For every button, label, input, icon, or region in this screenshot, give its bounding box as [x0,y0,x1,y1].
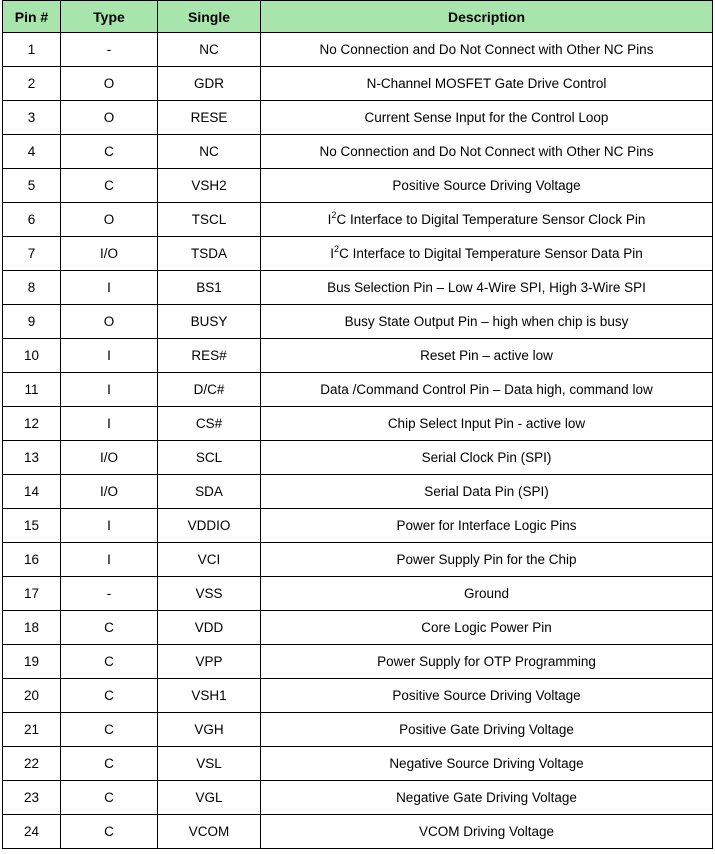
pin-type-cell: O [61,203,158,237]
pin-signal-cell: BS1 [158,271,261,305]
pin-type-cell: I/O [61,441,158,475]
pin-description-cell: Power for Interface Logic Pins [261,509,713,543]
pin-number-cell: 24 [3,815,61,849]
pin-type-cell: - [61,33,158,67]
pin-number-cell: 2 [3,67,61,101]
pin-type-cell: C [61,781,158,815]
pin-signal-cell: RES# [158,339,261,373]
table-row [3,373,713,407]
pin-signal-cell: GDR [158,67,261,101]
pin-number-cell: 16 [3,543,61,577]
table-row [3,815,713,849]
pin-type-cell: C [61,815,158,849]
pin-description-cell: N-Channel MOSFET Gate Drive Control [261,67,713,101]
pin-signal-cell: SCL [158,441,261,475]
pin-signal-cell: VGH [158,713,261,747]
table-row [3,543,713,577]
pin-signal-cell: VGL [158,781,261,815]
pin-number-cell: 13 [3,441,61,475]
pin-signal-cell: VPP [158,645,261,679]
table-row [3,441,713,475]
pin-description-cell: Bus Selection Pin – Low 4-Wire SPI, High 3-Wire SPI [261,271,713,305]
description-prefix: I [330,246,335,261]
pin-type-cell: C [61,645,158,679]
pin-signal-cell: TSCL [158,203,261,237]
pin-type-cell: I/O [61,237,158,271]
pin-signal-cell: VSH1 [158,679,261,713]
pin-number-cell: 22 [3,747,61,781]
pin-signal-cell: SDA [158,475,261,509]
pin-signal-cell: VCI [158,543,261,577]
pin-description-cell: Busy State Output Pin – high when chip is busy [261,305,713,339]
pin-type-cell: I [61,339,158,373]
pin-number-cell: 11 [3,373,61,407]
pin-type-cell: C [61,679,158,713]
pin-number-cell: 23 [3,781,61,815]
header-pin: Pin # [3,1,61,33]
pin-number-cell: 6 [3,203,61,237]
table-body [3,33,713,849]
pin-number-cell: 14 [3,475,61,509]
pin-signal-cell: VSS [158,577,261,611]
pin-type-cell: C [61,135,158,169]
table-row [3,101,713,135]
pin-type-cell: I [61,373,158,407]
pin-number-cell: 19 [3,645,61,679]
pin-description-cell: Negative Source Driving Voltage [261,747,713,781]
table-row [3,679,713,713]
pin-description-cell: Reset Pin – active low [261,339,713,373]
pin-description-cell: Serial Clock Pin (SPI) [261,441,713,475]
pin-signal-cell: NC [158,33,261,67]
pin-type-cell: C [61,611,158,645]
pin-description-cell: No Connection and Do Not Connect with Other NC Pins [261,135,713,169]
pin-type-cell: I [61,509,158,543]
pin-signal-cell: VCOM [158,815,261,849]
table-row [3,475,713,509]
pin-number-cell: 17 [3,577,61,611]
pin-number-cell: 7 [3,237,61,271]
pin-type-cell: C [61,169,158,203]
pin-number-cell: 4 [3,135,61,169]
pin-signal-cell: TSDA [158,237,261,271]
table-row [3,509,713,543]
pin-signal-cell: VDD [158,611,261,645]
pin-number-cell: 20 [3,679,61,713]
table-row [3,781,713,815]
table-row [3,237,713,271]
pin-description-cell: VCOM Driving Voltage [261,815,713,849]
pin-type-cell: I [61,543,158,577]
table-row [3,339,713,373]
table-row [3,747,713,781]
pin-signal-cell: VSH2 [158,169,261,203]
pin-number-cell: 12 [3,407,61,441]
table-row [3,577,713,611]
description-superscript: 2 [331,210,337,220]
table-row [3,33,713,67]
description-suffix: C Interface to Digital Temperature Sensor Data Pin [339,246,643,261]
pin-description-cell: Negative Gate Driving Voltage [261,781,713,815]
pin-signal-cell: BUSY [158,305,261,339]
pin-type-cell: I/O [61,475,158,509]
pin-number-cell: 10 [3,339,61,373]
pin-table [2,0,713,849]
description-superscript: 2 [334,244,340,254]
pin-signal-cell: NC [158,135,261,169]
header-row [3,1,713,33]
pin-description-cell [261,203,713,237]
pin-signal-cell: CS# [158,407,261,441]
pin-number-cell: 8 [3,271,61,305]
pin-type-cell: C [61,713,158,747]
table-row [3,713,713,747]
table-row [3,407,713,441]
description-prefix: I [327,212,332,227]
header-single: Single [158,1,261,33]
pin-number-cell: 1 [3,33,61,67]
header-description: Description [261,1,713,33]
pin-description-cell: Positive Source Driving Voltage [261,679,713,713]
header-type: Type [61,1,158,33]
pin-description-cell: No Connection and Do Not Connect with Other NC Pins [261,33,713,67]
pin-number-cell: 21 [3,713,61,747]
table-row [3,271,713,305]
pin-signal-cell: VSL [158,747,261,781]
pin-description-cell [261,237,713,271]
pin-description-cell: Positive Source Driving Voltage [261,169,713,203]
pin-description-cell: Data /Command Control Pin – Data high, command low [261,373,713,407]
table-row [3,645,713,679]
pin-number-cell: 15 [3,509,61,543]
description-suffix: C Interface to Digital Temperature Sensor Clock Pin [336,212,646,227]
pin-type-cell: O [61,305,158,339]
pin-number-cell: 3 [3,101,61,135]
pin-description-cell: Current Sense Input for the Control Loop [261,101,713,135]
pin-number-cell: 5 [3,169,61,203]
pin-type-cell: O [61,67,158,101]
pin-signal-cell: VDDIO [158,509,261,543]
pin-type-cell: I [61,271,158,305]
table-row [3,135,713,169]
pin-description-cell: Positive Gate Driving Voltage [261,713,713,747]
pin-description-cell: Serial Data Pin (SPI) [261,475,713,509]
pin-type-cell: O [61,101,158,135]
pin-description-cell: Power Supply Pin for the Chip [261,543,713,577]
pin-description-cell: Core Logic Power Pin [261,611,713,645]
pin-description-cell: Chip Select Input Pin - active low [261,407,713,441]
pin-type-cell: - [61,577,158,611]
table-row [3,169,713,203]
pin-number-cell: 9 [3,305,61,339]
table-row [3,305,713,339]
table-header [3,1,713,33]
pin-signal-cell: RESE [158,101,261,135]
pin-type-cell: C [61,747,158,781]
pin-description-cell: Power Supply for OTP Programming [261,645,713,679]
table-row [3,203,713,237]
table-row [3,67,713,101]
pin-signal-cell: D/C# [158,373,261,407]
pin-type-cell: I [61,407,158,441]
pin-description-cell: Ground [261,577,713,611]
table-row [3,611,713,645]
pin-number-cell: 18 [3,611,61,645]
